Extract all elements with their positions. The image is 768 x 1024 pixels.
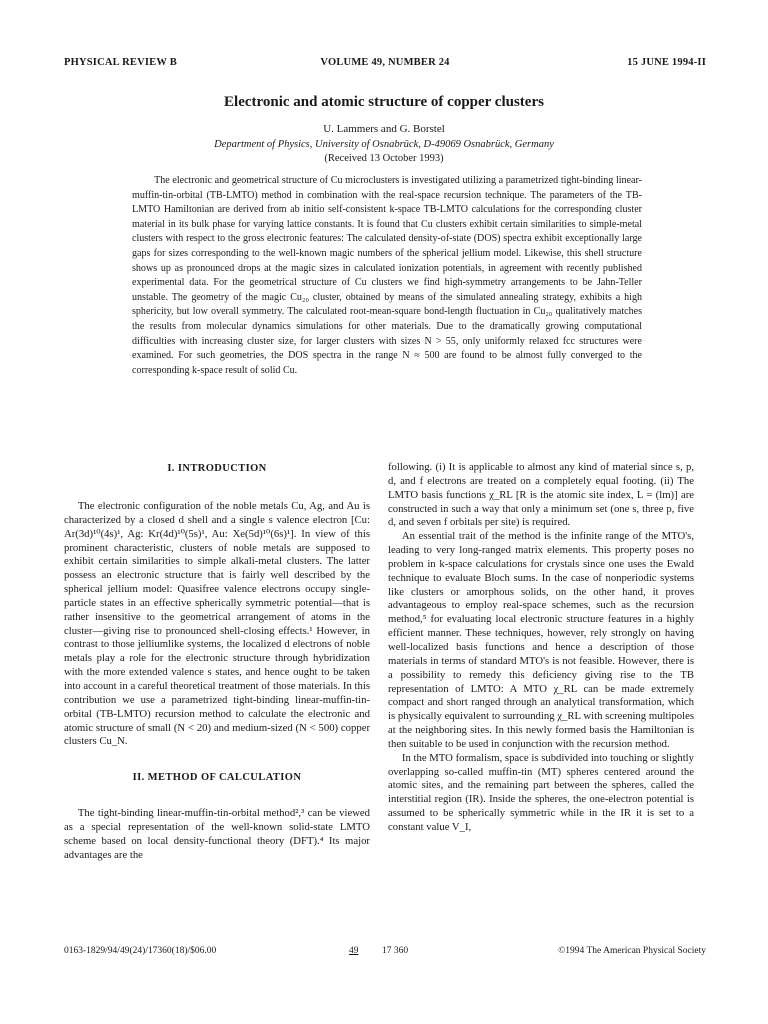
author-list: U. Lammers and G. Borstel xyxy=(323,123,445,135)
volume-number: VOLUME 49, NUMBER 24 xyxy=(320,57,450,68)
volume-page-marker: 49 xyxy=(349,946,359,956)
copyright-notice: ©1994 The American Physical Society xyxy=(558,946,706,956)
method-paragraph-mto-range: An essential trait of the method is the infinite range of the MTO's, leading to very long-ranged matrix elements. This property poses no problem in k-space calculations for crystals since one uses the Ewald technique to evaluate Bloch sums. In the case of nonperiodic systems like clusters or amorphous solids, on the other hand, it proves advantageous to employ real-space schemes, such as the recursion method,⁵ for evaluating local electronic structure features in a highly efficient manner. These techniques, however, rely strongly on having well-localized basis functions and hence a description of those materials in terms of standard MTO's is not feasible. However, there is a possibility to remedy this deficiency giving rise to the TB representation of LMTO: A MTO χ_RL can be made extremely compact and short ranged through an analytical transformation, which is physically equivalent to surrounding χ_RL with screening multipoles at the neighboring sites. In this newly formed basis the Hamiltonian is then suitable to be used in conjunction with the recursion method. xyxy=(388,530,694,750)
page-footer xyxy=(64,946,706,960)
section-heading-introduction: I. INTRODUCTION xyxy=(167,463,267,474)
right-column xyxy=(388,461,694,835)
journal-name: PHYSICAL REVIEW B xyxy=(64,57,177,68)
running-header xyxy=(64,57,706,73)
issue-date: 15 JUNE 1994-II xyxy=(627,57,706,68)
method-paragraph-continued: following. (i) It is applicable to almost any kind of material since s, p, d, and f electrons are treated on a completely equal footing. (ii) The LMTO basis functions χ_RL [R is the atomic site index, L = (lm)] are constructed in such a way that only a minimum set (one s, three p, five d, and seven f orbitals per site) is required. xyxy=(388,461,694,529)
page-number: 17 360 xyxy=(382,946,409,956)
article-code: 0163-1829/94/49(24)/17360(18)/$06.00 xyxy=(64,946,217,956)
introduction-paragraph: The electronic configuration of the noble metals Cu, Ag, and Au is characterized by a closed d shell and a single s valence electron [Cu: Ar(3d)¹⁰(4s)¹, Ag: Kr(4d)¹⁰(5s)¹, Au: Xe(5d)¹⁰(6s)¹]. In view of this prominent characteristic, clusters of noble metals are supposed to exhibit certain similarities to simple alkali-metal clusters. The latter possess an electronic structure that is fairly well described by the spherical jellium model: Quasifree valence electrons occupy single-particle states in an effective spherically symmetric potential—that is rather insensitive to the geometrical arrangement of atoms in the cluster—giving rise to pronounced shell-closing effects.¹ However, in contrast to those jelliumlike systems, the localized d electrons of noble metals play a role for the electronic structure through hybridization with the more extended valence s states, and hence ought to be taken into account in a careful theoretical treatment of those materials. In this contribution we use a parametrized tight-binding linear-muffin-tin-orbital (TB-LMTO) recursion method to calculate the electronic and atomic structure of small (N < 20) and medium-sized (N < 500) copper clusters Cu_N. xyxy=(64,500,370,748)
left-column xyxy=(64,460,370,863)
method-paragraph: The tight-binding linear-muffin-tin-orbital method²,³ can be viewed as a special representation of the well-known solid-state LMTO scheme based on local density-functional theory (DFT).⁴ Its major advantages are the xyxy=(64,807,370,861)
abstract: The electronic and geometrical structure of Cu microclusters is investigated utilizing a parametrized tight-binding linear-muffin-tin-orbital (TB-LMTO) method in combination with the real-space recursion technique. The parameters of the TB-LMTO Hamiltonian are derived from ab initio self-consistent k-space TB-LMTO calculations for the corresponding cluster material in its bulk phase for varying lattice constants. It is found that Cu clusters exhibit certain similarities to simple-metal clusters with respect to the gross electronic features: The calculated density-of-state (DOS) spectra exhibit exceptionally large gaps for sizes corresponding to the well-known magic numbers of the spherical jellium model. Likewise, this shell structure shows up as pronounced drops at the magic sizes in calculated ionization potentials, in agreement with recently published experimental data. For the geometrical structure of Cu clusters we find high-symmetry arrangements to be Jahn-Teller unstable. The geometry of the magic Cu₂₀ cluster, obtained by means of the simulated annealing strategy, exhibits a high sphericity, but low overall symmetry. The calculated root-mean-square bond-length fluctuation in Cu₂₀ qualitatively matches the results from molecular dynamics simulations for other materials. Due to the dramatically growing computational difficulties with increasing cluster size, for larger clusters with sizes N > 55, only uniformly relaxed fcc structures were examined. For such geometries, the DOS spectra in the range N ≈ 500 are found to be almost fully converged to the corresponding k-space result of solid Cu. xyxy=(132,175,642,376)
method-paragraph-mto-formalism: In the MTO formalism, space is subdivided into touching or slightly overlapping so-called muffin-tin (MT) spheres centered around the atomic sites, and the remaining part between the spheres, called the interstitial region (IR). Inside the spheres, the one-electron potential is assumed to be spherically symmetric while in the IR it is set to a constant value V_I, xyxy=(388,751,694,833)
received-date: (Received 13 October 1993) xyxy=(324,153,444,164)
article-title: Electronic and atomic structure of copper clusters xyxy=(224,94,544,110)
affiliation: Department of Physics, University of Osnabrück, D-49069 Osnabrück, Germany xyxy=(214,139,554,150)
section-heading-method: II. METHOD OF CALCULATION xyxy=(132,772,302,784)
